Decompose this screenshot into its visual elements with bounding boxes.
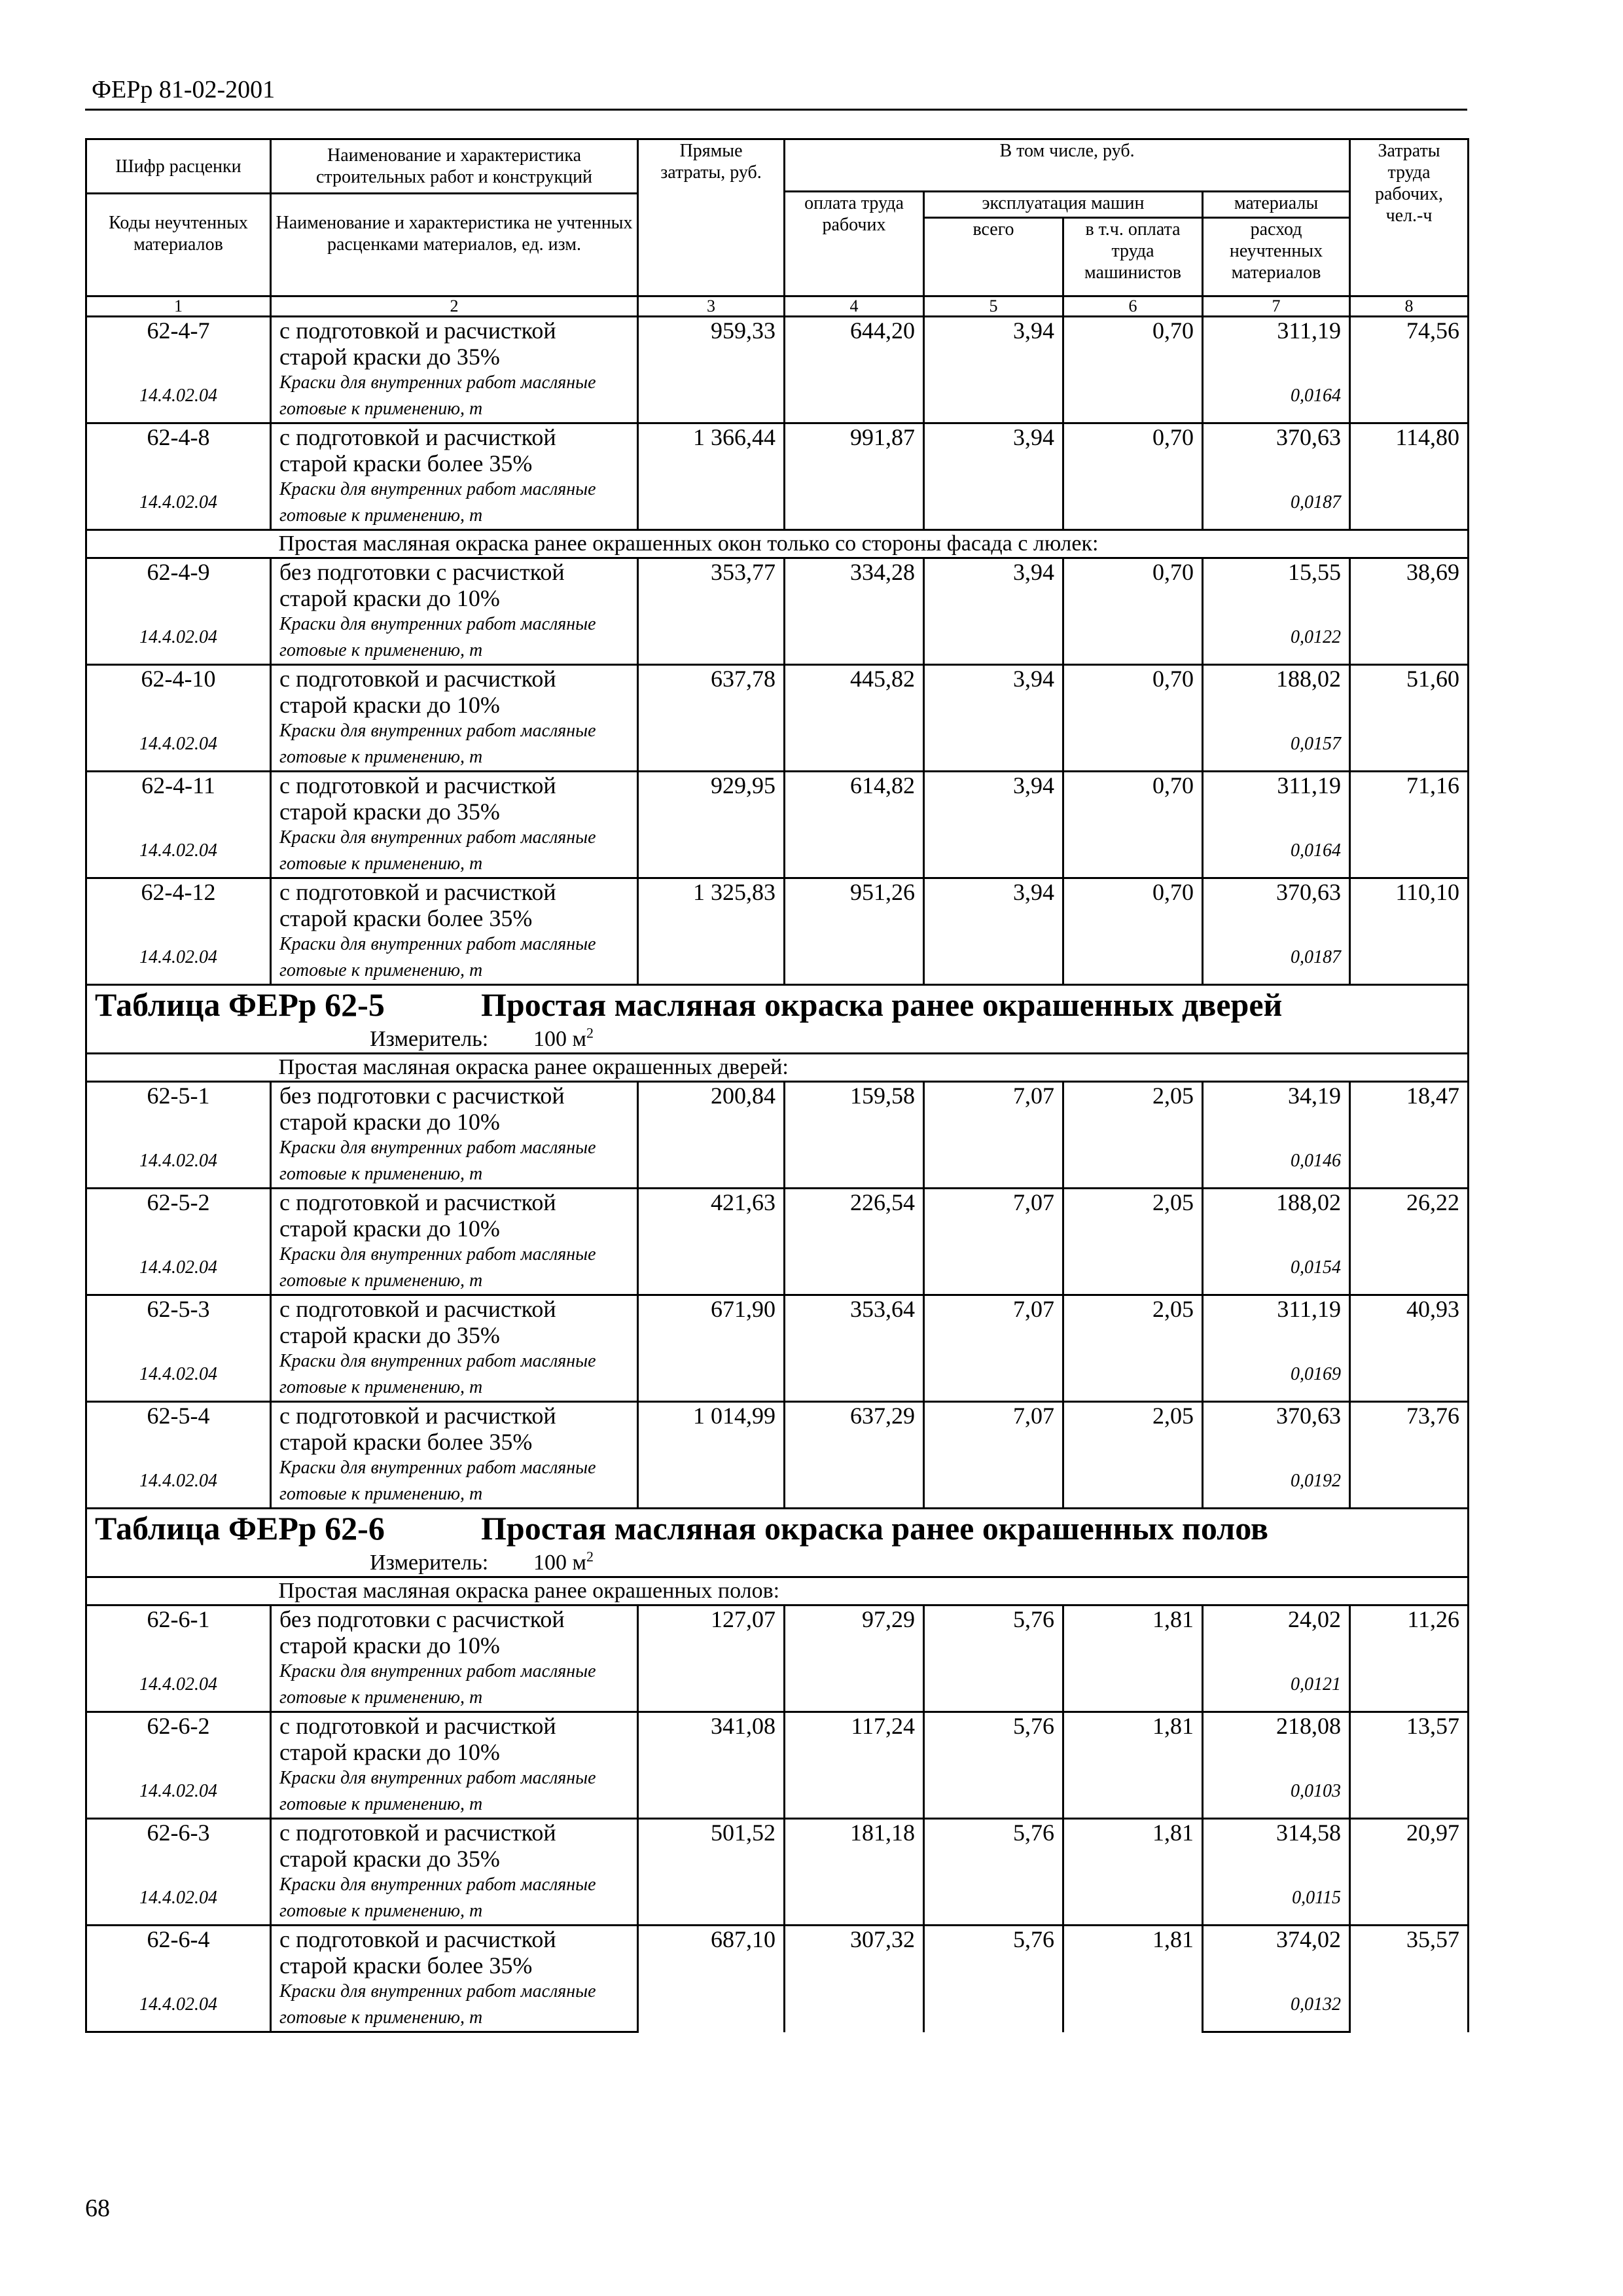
column-number: 1 [86, 296, 271, 317]
work-description: с подготовкой и расчисткой старой краски более 35% [271, 423, 638, 477]
direct-costs: 501,52 [638, 1819, 785, 1926]
work-description: без подготовки с расчисткой старой краски до 10% [271, 1082, 638, 1136]
labor-hours: 40,93 [1350, 1295, 1469, 1402]
rate-code: 62-4-10 [86, 665, 271, 719]
rate-code: 62-4-9 [86, 558, 271, 612]
direct-costs: 637,78 [638, 665, 785, 772]
worker-wages: 181,18 [785, 1819, 924, 1926]
machinist-wages: 0,70 [1063, 772, 1203, 878]
worker-wages: 117,24 [785, 1712, 924, 1819]
header-code-cell [86, 139, 271, 296]
rates-table-body [86, 317, 1469, 2032]
material-code: 14.4.02.04 [86, 476, 271, 530]
machinist-wages: 2,05 [1063, 1082, 1203, 1189]
work-description: без подготовки с расчисткой старой краски до 10% [271, 1605, 638, 1659]
worker-wages: 334,28 [785, 558, 924, 665]
header-labor: Затраты труда рабочих, чел.-ч [1350, 139, 1469, 296]
material-code: 14.4.02.04 [86, 1979, 271, 2032]
group-heading: Простая масляная окраска ранее окрашенных окон только со стороны фасада с люлек: [271, 530, 1469, 558]
header-direct-costs: Прямые затраты, руб. [638, 139, 785, 296]
work-description: с подготовкой и расчисткой старой краски до 35% [271, 1819, 638, 1873]
materials-cost: 370,63 [1203, 423, 1350, 477]
unit-superscript: 2 [586, 1550, 594, 1565]
material-name: Краски для внутренних работ масляные готовые к применению, т [271, 1455, 638, 1509]
work-description: с подготовкой и расчисткой старой краски до 10% [271, 1189, 638, 1242]
material-quantity: 0,0164 [1203, 825, 1350, 878]
header-name: Наименование и характеристика строительных работ и конструкций [272, 140, 637, 194]
header-wages: оплата труда рабочих [785, 192, 924, 296]
materials-cost: 15,55 [1203, 558, 1350, 612]
material-code: 14.4.02.04 [86, 370, 271, 423]
material-quantity: 0,0121 [1203, 1659, 1350, 1712]
unit-value: 100 м [533, 1551, 587, 1575]
labor-hours: 74,56 [1350, 317, 1469, 423]
table-number: Таблица ФЕРр 62-6 [95, 1510, 385, 1547]
page-number: 68 [85, 2195, 110, 2222]
table-title [86, 1509, 1469, 1551]
direct-costs: 1 014,99 [638, 1402, 785, 1509]
work-description: с подготовкой и расчисткой старой краски до 10% [271, 1712, 638, 1766]
worker-wages: 445,82 [785, 665, 924, 772]
material-code: 14.4.02.04 [86, 1872, 271, 1926]
group-heading-row [86, 530, 1469, 558]
rate-code: 62-6-2 [86, 1712, 271, 1766]
machines-total: 7,07 [924, 1082, 1063, 1189]
material-code: 14.4.02.04 [86, 1348, 271, 1402]
rate-code: 62-4-7 [86, 317, 271, 370]
rates-table [85, 138, 1469, 2033]
worker-wages: 644,20 [785, 317, 924, 423]
direct-costs: 929,95 [638, 772, 785, 878]
rate-code: 62-6-1 [86, 1605, 271, 1659]
material-code: 14.4.02.04 [86, 718, 271, 772]
table-caption: Простая масляная окраска ранее окрашенных полов [481, 1510, 1268, 1547]
material-quantity: 0,0122 [1203, 611, 1350, 665]
machines-total: 3,94 [924, 423, 1063, 530]
work-description: с подготовкой и расчисткой старой краски до 35% [271, 317, 638, 370]
header-machines-total: всего [924, 218, 1063, 296]
rate-code: 62-6-4 [86, 1926, 271, 1979]
machines-total: 7,07 [924, 1295, 1063, 1402]
machines-total: 5,76 [924, 1605, 1063, 1712]
rate-row [86, 1082, 1469, 1136]
direct-costs: 421,63 [638, 1189, 785, 1295]
machines-total: 5,76 [924, 1819, 1063, 1926]
material-code: 14.4.02.04 [86, 1455, 271, 1509]
materials-cost: 311,19 [1203, 317, 1350, 370]
machinist-wages: 0,70 [1063, 317, 1203, 423]
machinist-wages: 0,70 [1063, 558, 1203, 665]
material-code: 14.4.02.04 [86, 611, 271, 665]
machinist-wages: 1,81 [1063, 1605, 1203, 1712]
machines-total: 5,76 [924, 1926, 1063, 2032]
material-name: Краски для внутренних работ масляные готовые к применению, т [271, 611, 638, 665]
work-description: с подготовкой и расчисткой старой краски до 35% [271, 772, 638, 825]
column-number: 3 [638, 296, 785, 317]
rate-row [86, 665, 1469, 719]
column-number: 2 [271, 296, 638, 317]
work-description: без подготовки с расчисткой старой краски до 10% [271, 558, 638, 612]
machinist-wages: 2,05 [1063, 1189, 1203, 1295]
worker-wages: 307,32 [785, 1926, 924, 2032]
material-code: 14.4.02.04 [86, 1135, 271, 1189]
labor-hours: 26,22 [1350, 1189, 1469, 1295]
machines-total: 3,94 [924, 558, 1063, 665]
rate-row [86, 317, 1469, 370]
direct-costs: 671,90 [638, 1295, 785, 1402]
direct-costs: 1 366,44 [638, 423, 785, 530]
rate-code: 62-5-4 [86, 1402, 271, 1456]
labor-hours: 18,47 [1350, 1082, 1469, 1189]
material-quantity: 0,0154 [1203, 1242, 1350, 1295]
rate-row [86, 423, 1469, 477]
labor-hours: 11,26 [1350, 1605, 1469, 1712]
header-materials-sub: расход неучтенных материалов [1203, 218, 1350, 296]
rate-code: 62-5-3 [86, 1295, 271, 1349]
direct-costs: 200,84 [638, 1082, 785, 1189]
machines-total: 7,07 [924, 1189, 1063, 1295]
material-name: Краски для внутренних работ масляные готовые к применению, т [271, 718, 638, 772]
labor-hours: 20,97 [1350, 1819, 1469, 1926]
machinist-wages: 0,70 [1063, 423, 1203, 530]
materials-cost: 374,02 [1203, 1926, 1350, 1979]
material-name: Краски для внутренних работ масляные готовые к применению, т [271, 1135, 638, 1189]
table-title-row [86, 985, 1469, 1027]
worker-wages: 614,82 [785, 772, 924, 878]
machines-total: 5,76 [924, 1712, 1063, 1819]
labor-hours: 114,80 [1350, 423, 1469, 530]
material-quantity: 0,0103 [1203, 1765, 1350, 1819]
table-unit-row [86, 1550, 1469, 1577]
column-number: 4 [785, 296, 924, 317]
worker-wages: 991,87 [785, 423, 924, 530]
rate-row [86, 1712, 1469, 1766]
materials-cost: 311,19 [1203, 772, 1350, 825]
work-description: с подготовкой и расчисткой старой краски более 35% [271, 1402, 638, 1456]
material-name: Краски для внутренних работ масляные готовые к применению, т [271, 476, 638, 530]
column-number: 6 [1063, 296, 1203, 317]
document-header: ФЕРр 81-02-2001 [92, 76, 276, 103]
rate-row [86, 1926, 1469, 1979]
material-code: 14.4.02.04 [86, 931, 271, 985]
rate-code: 62-4-8 [86, 423, 271, 477]
rate-row [86, 1819, 1469, 1873]
worker-wages: 97,29 [785, 1605, 924, 1712]
unit-superscript: 2 [586, 1026, 594, 1041]
labor-hours: 73,76 [1350, 1402, 1469, 1509]
work-description: с подготовкой и расчисткой старой краски до 35% [271, 1295, 638, 1349]
material-quantity: 0,0192 [1203, 1455, 1350, 1509]
rate-code: 62-4-11 [86, 772, 271, 825]
machines-total: 7,07 [924, 1402, 1063, 1509]
worker-wages: 637,29 [785, 1402, 924, 1509]
machines-total: 3,94 [924, 665, 1063, 772]
material-quantity: 0,0146 [1203, 1135, 1350, 1189]
direct-costs: 353,77 [638, 558, 785, 665]
machinist-wages: 1,81 [1063, 1819, 1203, 1926]
worker-wages: 353,64 [785, 1295, 924, 1402]
material-name: Краски для внутренних работ масляные готовые к применению, т [271, 370, 638, 423]
materials-cost: 370,63 [1203, 878, 1350, 932]
materials-cost: 34,19 [1203, 1082, 1350, 1136]
rate-code: 62-5-1 [86, 1082, 271, 1136]
material-quantity: 0,0187 [1203, 476, 1350, 530]
material-code: 14.4.02.04 [86, 1765, 271, 1819]
rate-row [86, 558, 1469, 612]
material-name: Краски для внутренних работ масляные готовые к применению, т [271, 1765, 638, 1819]
material-code: 14.4.02.04 [86, 1242, 271, 1295]
work-description: с подготовкой и расчисткой старой краски более 35% [271, 1926, 638, 1979]
header-including: В том числе, руб. [785, 139, 1350, 192]
direct-costs: 959,33 [638, 317, 785, 423]
header-code: Шифр расценки [87, 140, 270, 194]
material-name: Краски для внутренних работ масляные готовые к применению, т [271, 1242, 638, 1295]
header-materials: материалы [1203, 192, 1350, 218]
materials-cost: 314,58 [1203, 1819, 1350, 1873]
header-name-sub: Наименование и характеристика не учтенных расценками материалов, ед. изм. [276, 213, 633, 255]
header-code-sub: Коды неучтенных материалов [109, 213, 248, 255]
worker-wages: 951,26 [785, 878, 924, 985]
material-quantity: 0,0187 [1203, 931, 1350, 985]
group-heading-row [86, 1577, 1469, 1605]
column-number: 5 [924, 296, 1063, 317]
machinist-wages: 0,70 [1063, 665, 1203, 772]
materials-cost: 218,08 [1203, 1712, 1350, 1766]
machines-total: 3,94 [924, 317, 1063, 423]
labor-hours: 110,10 [1350, 878, 1469, 985]
materials-cost: 188,02 [1203, 1189, 1350, 1242]
column-number: 8 [1350, 296, 1469, 317]
unit-label: Измеритель: [370, 1027, 489, 1051]
labor-hours: 51,60 [1350, 665, 1469, 772]
table-caption: Простая масляная окраска ранее окрашенных дверей [481, 986, 1283, 1023]
labor-hours: 38,69 [1350, 558, 1469, 665]
header-rule [85, 109, 1467, 111]
rate-row [86, 1402, 1469, 1456]
direct-costs: 687,10 [638, 1926, 785, 2032]
material-quantity: 0,0132 [1203, 1979, 1350, 2032]
direct-costs: 127,07 [638, 1605, 785, 1712]
rate-row [86, 878, 1469, 932]
materials-cost: 24,02 [1203, 1605, 1350, 1659]
material-quantity: 0,0157 [1203, 718, 1350, 772]
worker-wages: 159,58 [785, 1082, 924, 1189]
group-heading: Простая масляная окраска ранее окрашенных дверей: [271, 1054, 1469, 1082]
header-machines: эксплуатация машин [924, 192, 1203, 218]
material-name: Краски для внутренних работ масляные готовые к применению, т [271, 1659, 638, 1712]
material-name: Краски для внутренних работ масляные готовые к применению, т [271, 1872, 638, 1926]
material-code: 14.4.02.04 [86, 1659, 271, 1712]
rate-row [86, 1189, 1469, 1242]
machinist-wages: 1,81 [1063, 1926, 1203, 2032]
machinist-wages: 2,05 [1063, 1402, 1203, 1509]
group-heading: Простая масляная окраска ранее окрашенных полов: [271, 1577, 1469, 1605]
machinist-wages: 2,05 [1063, 1295, 1203, 1402]
labor-hours: 13,57 [1350, 1712, 1469, 1819]
machines-total: 3,94 [924, 772, 1063, 878]
labor-hours: 35,57 [1350, 1926, 1469, 2032]
materials-cost: 188,02 [1203, 665, 1350, 719]
rate-row [86, 1605, 1469, 1659]
machines-total: 3,94 [924, 878, 1063, 985]
unit-value: 100 м [533, 1027, 587, 1051]
labor-hours: 71,16 [1350, 772, 1469, 878]
materials-cost: 311,19 [1203, 1295, 1350, 1349]
table-title [86, 985, 1469, 1027]
rate-code: 62-6-3 [86, 1819, 271, 1873]
materials-cost: 370,63 [1203, 1402, 1350, 1456]
table-title-row [86, 1509, 1469, 1551]
rate-code: 62-5-2 [86, 1189, 271, 1242]
work-description: с подготовкой и расчисткой старой краски до 10% [271, 665, 638, 719]
table-number: Таблица ФЕРр 62-5 [95, 986, 385, 1023]
rate-row [86, 772, 1469, 825]
direct-costs: 1 325,83 [638, 878, 785, 985]
material-name: Краски для внутренних работ масляные готовые к применению, т [271, 931, 638, 985]
rate-row [86, 1295, 1469, 1349]
header-name-cell [271, 139, 638, 296]
material-code: 14.4.02.04 [86, 825, 271, 878]
machinist-wages: 1,81 [1063, 1712, 1203, 1819]
material-name: Краски для внутренних работ масляные готовые к применению, т [271, 825, 638, 878]
material-quantity: 0,0164 [1203, 370, 1350, 423]
group-heading-row [86, 1054, 1469, 1082]
material-quantity: 0,0115 [1203, 1872, 1350, 1926]
header-machinist-wages: в т.ч. оплата труда машинистов [1063, 218, 1203, 296]
material-name: Краски для внутренних работ масляные готовые к применению, т [271, 1348, 638, 1402]
material-quantity: 0,0169 [1203, 1348, 1350, 1402]
unit-label: Измеритель: [370, 1551, 489, 1575]
column-number: 7 [1203, 296, 1350, 317]
work-description: с подготовкой и расчисткой старой краски более 35% [271, 878, 638, 932]
direct-costs: 341,08 [638, 1712, 785, 1819]
worker-wages: 226,54 [785, 1189, 924, 1295]
material-name: Краски для внутренних работ масляные готовые к применению, т [271, 1979, 638, 2032]
rate-code: 62-4-12 [86, 878, 271, 932]
table-unit-row [86, 1026, 1469, 1054]
machinist-wages: 0,70 [1063, 878, 1203, 985]
